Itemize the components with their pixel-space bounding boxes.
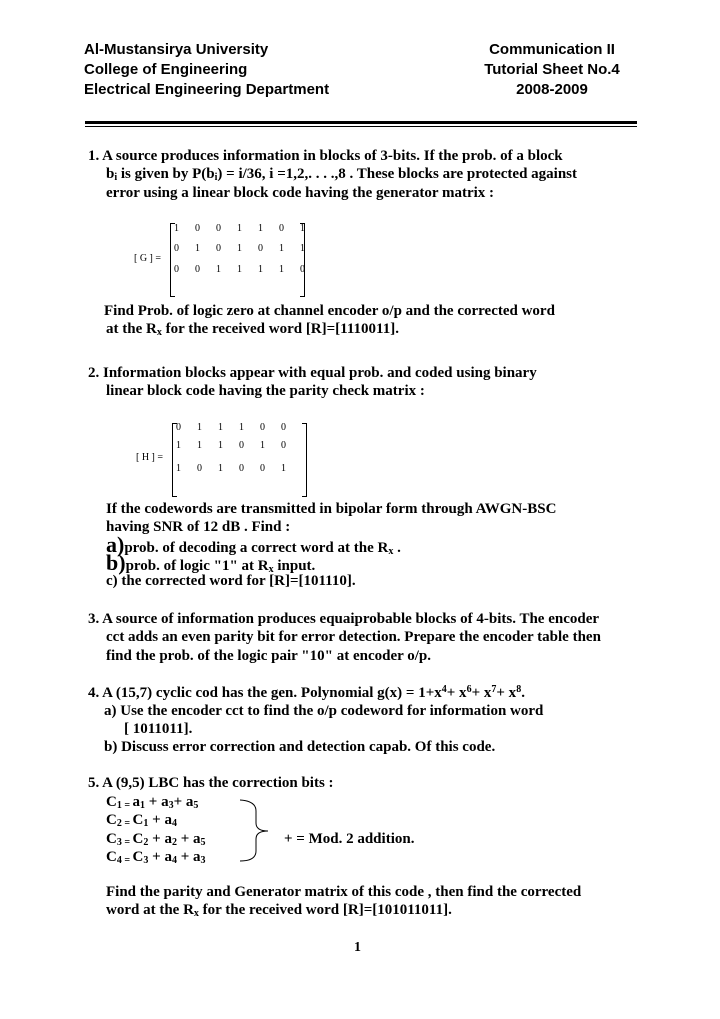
college-name: College of Engineering [84, 61, 248, 78]
q1-line-1: 1. A source produces information in blocks of 3-bits. If the prob. of a block [88, 148, 563, 164]
department-name: Electrical Engineering Department [84, 81, 330, 98]
university-name: Al-Mustansirya University [84, 41, 269, 58]
header-rule-thin [85, 126, 637, 127]
q5-equation: $C_1$ $_=$ $a_1 + a_3+ a_5$ [106, 794, 199, 811]
q5-find-line-1: Find the parity and Generator matrix of this code , then find the corrected [106, 884, 582, 900]
q5-equation: $C_2$ $_=$ $C_1 + a_4$ [106, 812, 177, 829]
generator-matrix [134, 220, 334, 300]
q2-part-a: a)prob. of decoding a correct word at the $R_x$ . [106, 532, 401, 557]
q3-line-2: cct adds an even parity bit for error detection. Prepare the encoder table then [106, 629, 601, 645]
q2-text-line-2: having SNR of 12 dB . Find : [106, 519, 291, 535]
q4-part-b: b) Discuss error correction and detection capab. Of this code. [104, 739, 496, 755]
q4-part-a-line-1: a) Use the encoder cct to find the o/p codeword for information word [104, 703, 544, 719]
q5-equation: $C_3$ $_=$ $C_2 + a_2 + a_5$ [106, 831, 206, 848]
academic-year: 2008-2009 [516, 81, 588, 98]
q4-line-1: 4. A (15,7) cyclic cod has the gen. Polynomial $g(x) = 1+x^4+ x^6+ x^7+ x^8$. [88, 684, 525, 701]
matrix-left-bracket [172, 423, 177, 497]
course-name: Communication II [489, 41, 615, 58]
page-number: 1 [354, 940, 361, 955]
q1-find-line-1: Find Prob. of logic zero at channel encoder o/p and the corrected word [104, 303, 555, 319]
q2-line-2: linear block code having the parity check matrix : [106, 383, 425, 399]
q5-find-line-2: word at the $R_x$ for the received word [R]=[101011011]. [106, 902, 452, 919]
matrix-right-bracket [302, 423, 307, 497]
g-matrix-row: 0 1 0 1 0 1 1 [174, 243, 305, 254]
sheet-title: Tutorial Sheet No.4 [484, 61, 620, 78]
q2-line-1: 2. Information blocks appear with equal prob. and coded using binary [88, 365, 537, 381]
q2-part-c: c) the corrected word for [R]=[101110]. [106, 573, 356, 589]
q5-equation: $C_4$ $_=$ $C_3 + a_4 + a_3$ [106, 849, 206, 866]
q1-line-3: error using a linear block code having the generator matrix : [106, 185, 495, 201]
curly-brace-icon [238, 795, 278, 865]
header-right [484, 40, 620, 100]
q2-part-b: b)prob. of logic "1" at $R_x$ input. [106, 550, 316, 575]
h-matrix-label: [ H ] = [136, 452, 164, 463]
q1-find-line-2: at the $R_x$ for the received word [R]=[1110011]. [106, 321, 399, 338]
q4-part-a-line-2: [ 1011011]. [124, 721, 193, 737]
q2-text-line-1: If the codewords are transmitted in bipolar form through AWGN-BSC [106, 501, 557, 517]
header-rule-thick [85, 121, 637, 124]
matrix-right-bracket [300, 223, 305, 297]
parity-check-matrix [136, 420, 336, 500]
q1-line-2: $b_i$ is given by $P(b_i) = i/36$, i =1,2,. . . .,8 . These blocks are protected against [106, 166, 578, 183]
h-matrix-row: 0 1 1 1 0 0 [176, 422, 286, 433]
matrix-left-bracket [170, 223, 175, 297]
mod2-note: + = Mod. 2 addition. [284, 831, 415, 847]
h-matrix-row: 1 0 1 0 0 1 [176, 463, 286, 474]
header-left [84, 40, 329, 100]
g-matrix-row: 1 0 0 1 1 0 1 [174, 223, 305, 234]
q5-line-1: 5. A (9,5) LBC has the correction bits : [88, 775, 334, 791]
q3-line-3: find the prob. of the logic pair "10" at encoder o/p. [106, 648, 431, 664]
g-matrix-row: 0 0 1 1 1 1 0 [174, 264, 305, 275]
h-matrix-row: 1 1 1 0 1 0 [176, 440, 286, 451]
q3-line-1: 3. A source of information produces equaiprobable blocks of 4-bits. The encoder [88, 611, 600, 627]
g-matrix-label: [ G ] = [134, 253, 162, 264]
